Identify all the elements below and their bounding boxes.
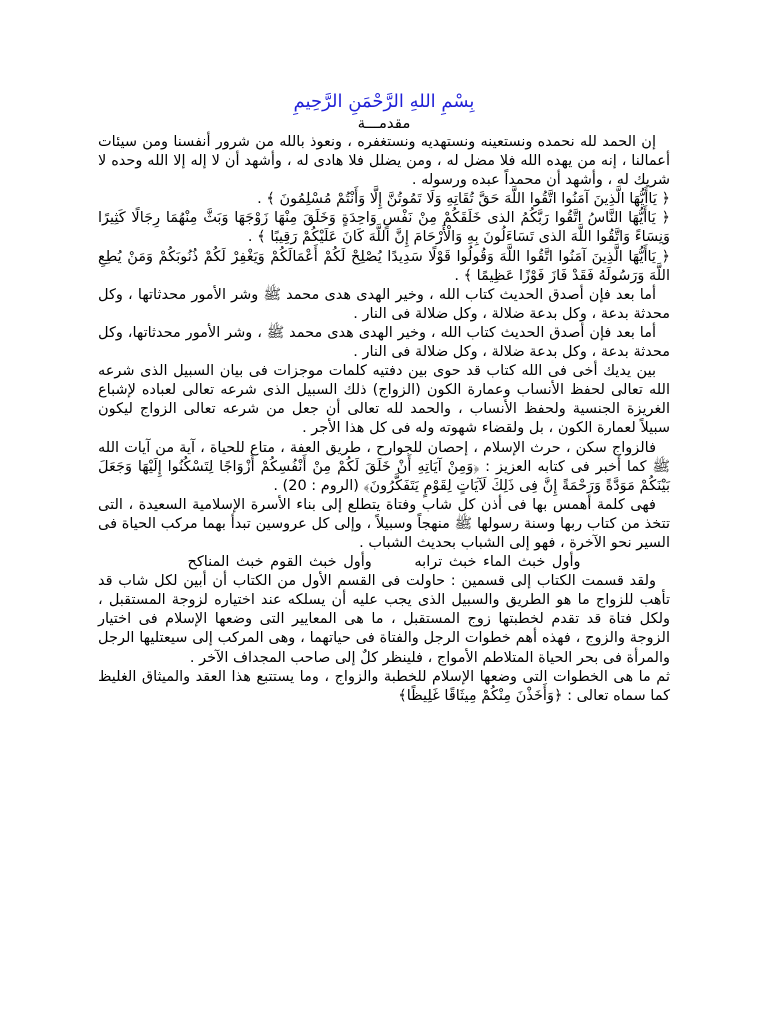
quran-verse-1: ﴿ يَاأَيُّهَا الَّذِينَ آمَنُوا اتَّقُوا اللَّهَ حَقَّ تُقَاتِهِ وَلَا تَمُوتُنَّ إِلَّا وَأَنْتُمْ مُسْلِمُونَ ﴾ .	[257, 191, 670, 208]
document-page	[98, 90, 670, 706]
page-title: مقدمـــة	[357, 114, 411, 132]
paragraph-hadith-1: أما بعد فإن أصدق الحديث كتاب الله ، وخير الهدى هدى محمد ﷺ وشر الأمور محدثاتها ، وكل محدثة بدعة ، وكل بدعة ضلالة ، وكل ضلالة فى النار .	[98, 286, 670, 322]
paragraph-opening: إن الحمد لله نحمده ونستعينه ونستهديه ونستغفره ، ونعوذ بالله من شرور أنفسنا ومن سيئات أعمالنا ، إنه من يهده الله فلا مضل له ، ومن يضلل فلا هادى له ، وأشهد أن لا إله إلا الله وحده لا شريك له ، وأشهد أن محمداً عبده ورسوله .	[98, 134, 670, 189]
quran-verse-2: ﴿ يَاأَيُّهَا النَّاسُ اتَّقُوا رَبَّكُمُ الذى خَلَقَكُمْ مِنْ نَفْسٍ وَاحِدَةٍ وَخَلَقَ مِنْهَا زَوْجَهَا وَبَثَّ مِنْهُمَا رِجَالًا كَثِيرًا وَنِسَاءً وَاتَّقُوا اللَّهَ الذى تَسَاءَلُونَ بِهِ وَالْأَرْحَامَ إِنَّ اللَّهَ كَانَ عَلَيْكُمْ رَقِيبًا ﴾ .	[98, 210, 670, 246]
poem-hemistich-left: وأول خبث القوم خبث المناكح	[187, 554, 372, 571]
paragraph-book-structure: ولقد قسمت الكتاب إلى قسمين : حاولت فى القسم الأول من الكتاب أن أبين لكل شاب قد تأهب للزواج ما هو الطريق والسبيل الذى يجب عليه أن يسلكه عند اختياره لزوجة المستقبل ، ولكل فتاة قد تقدم لخطبتها زوج المستقبل ، ما هى المعايير التى وضعها الإسلام فى اختيار الزوجة والزوج ، فهذه أهم خطوات الرجل والفتاة فى حياتهما ، وهى المركب إلى سيعتليها الرجل والمرأة فى بحر الحياة المتلاطم الأمواج ، فلينظر كلٌ إلى صاحب المجداف الآخر .	[98, 573, 670, 666]
paragraph-marriage: فالزواج سكن ، حرث الإسلام ، إحصان للجوارح ، طريق العفة ، متاع للحياة ، آية من آيات الله ﷺ كما أخبر فى كتابه العزيز : ﴿وَمِنْ آيَاتِهِ أَنْ خَلَقَ لَكُمْ مِنْ أَنْفُسِكُمْ أَزْوَاجًا لِتَسْكُنُوا إِلَيْهَا وَجَعَلَ بَيْنَكُمْ مَوَدَّةً وَرَحْمَةً إِنَّ فِى ذَلِكَ لَآيَاتٍ لِقَوْمٍ يَتَفَكَّرُونَ﴾ (الروم : 20) .	[98, 439, 670, 494]
poem-line	[98, 553, 670, 572]
paragraph-steps: ثم ما هى الخطوات التى وضعها الإسلام للخطبة والزواج ، وما يستتبع هذا العقد والميثاق الغليظ كما سماه تعالى : ﴿وَأَخَذْنَ مِنْكُمْ مِيثَاقًا غَلِيظًا﴾	[98, 668, 670, 704]
basmala-header: بِسْمِ اللهِ الرَّحْمَنِ الرَّحِيمِ	[293, 91, 475, 112]
paragraph-intro-book: بين يديك أخى فى الله كتاب قد حوى بين دفتيه كلمات موجزات فى بيان السبيل الذى شرعه الله تعالى لحفظ الأنساب وعمارة الكون (الزواج) ذلك السبيل الذى شرعه تعالى لعباده لإشباع الغريزة الجنسية ولحفظ الأنساب ، والحمد لله تعالى أن جعل من شرعه تعالى الزواج ليكون سبيلاً لعمارة الكون ، بل ولقضاء شهوته وله فى كل هذا الأجر .	[98, 363, 670, 437]
paragraph-message: فهى كلمة أهمس بها فى أذن كل شاب وفتاة يتطلع إلى بناء الأسرة الإسلامية السعيدة ، التى تتخذ من كتاب ربها وسنة رسولها ﷺ منهجاً وسبيلاً ، وإلى كل عروسين تبدأ بهما مركب الحياة فى السير نحو الآخرة ، فهو إلى الشباب بحديث الشباب .	[98, 496, 670, 551]
poem-hemistich-right: وأول خبث الماء خبث ترابه	[414, 554, 581, 571]
quran-verse-3: ﴿ يَاأَيُّهَا الَّذِينَ آمَنُوا اتَّقُوا اللَّهَ وَقُولُوا قَوْلًا سَدِيدًا يُصْلِحْ لَكُمْ أَعْمَالَكُمْ وَيَغْفِرْ لَكُمْ ذُنُوبَكُمْ وَمَنْ يُطِعِ اللَّهَ وَرَسُولَهُ فَقَدْ فَازَ فَوْزًا عَظِيمًا ﴾ .	[98, 248, 670, 284]
paragraph-hadith-2: أما بعد فإن أصدق الحديث كتاب الله ، وخير الهدى هدى محمد ﷺ ، وشر الأمور محدثاتها، وكل محدثة بدعة ، وكل بدعة ضلالة ، وكل ضلالة فى النار .	[98, 324, 670, 361]
